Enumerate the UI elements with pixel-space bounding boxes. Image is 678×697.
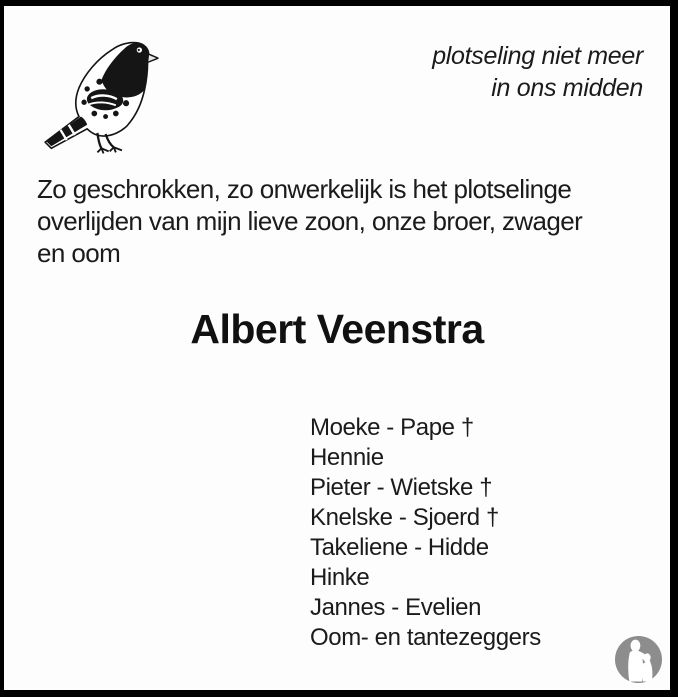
family-name-item: Pieter - Wietske †	[310, 474, 493, 501]
family-name-item: Moeke - Pape †	[310, 414, 474, 441]
family-name-item: Jannes - Evelien	[310, 594, 482, 621]
epigraph-line: plotseling niet meer	[432, 42, 643, 70]
family-name-item: Takeliene - Hidde	[310, 534, 489, 561]
deceased-name: Albert Veenstra	[190, 306, 484, 352]
family-name-item: Hinke	[310, 564, 370, 591]
intro-line: overlijden van mijn lieve zoon, onze broer, zwager	[37, 206, 583, 236]
intro-line: Zo geschrokken, zo onwerkelijk is het plotselinge	[37, 174, 572, 204]
family-name-item: Knelske - Sjoerd †	[310, 504, 499, 531]
intro-paragraph	[37, 173, 582, 269]
epigraph-line: in ons midden	[491, 74, 643, 102]
family-name-item: Hennie	[310, 444, 384, 471]
racing-pigeon-icon	[38, 30, 166, 156]
mensenlinq-logo-icon	[615, 636, 662, 683]
family-name-item: Oom- en tantezeggers	[310, 624, 541, 651]
family-names-list	[310, 413, 541, 653]
epigraph	[432, 40, 643, 104]
intro-line: en oom	[37, 238, 121, 268]
